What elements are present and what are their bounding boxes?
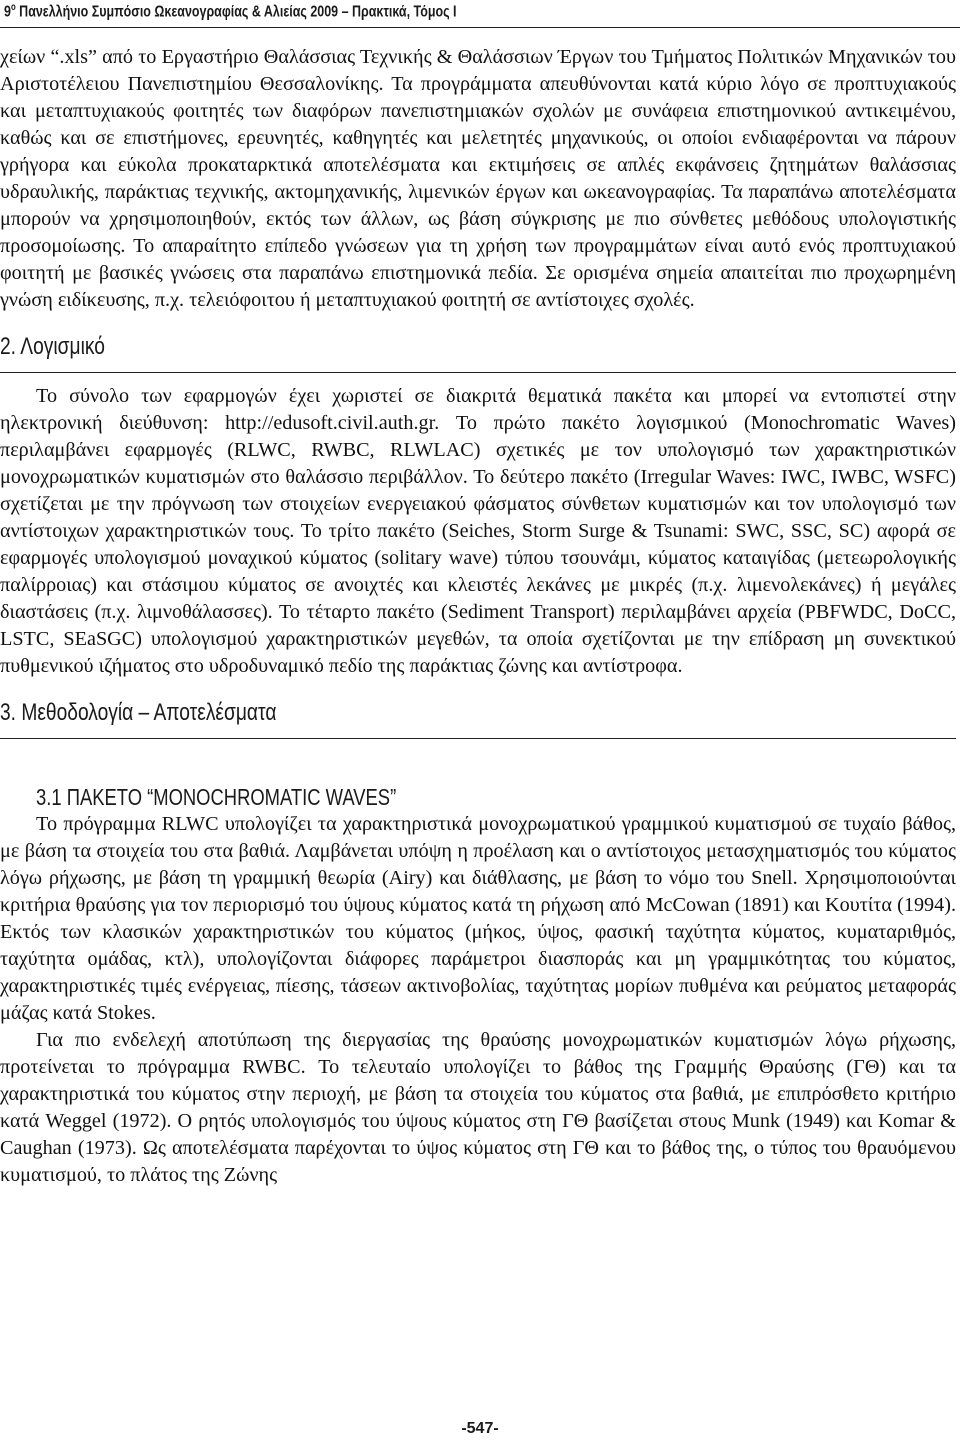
section-3-heading: 3. Μεθοδολογία – Αποτελέσματα: [0, 699, 277, 726]
header-rule: [0, 27, 960, 28]
section-2-rule: [0, 372, 956, 373]
section-3-1-paragraph-2: Για πιο ενδελεχή αποτύπωση της διεργασίας της θραύσης μονοχρωματικών κυματισμών λόγω ρήχωσης, προτείνεται το πρόγραμμα RWBC. Το τελευταίο υπολογίζει το βάθος της Γραμμής Θραύσης (ΓΘ) και τα χαρακτηριστικά του κύματος στην περιοχή, με βάση τα στοιχεία του κύματος στα βαθιά, με επιπρόσθετο κριτήριο κατά Weggel (1972). Ο ρητός υπολογισμός του ύψους κύματος στη ΓΘ βασίζεται στους Munk (1949) και Komar & Caughan (1973). Ως αποτελέσματα παρέχονται το ύψος κύματος στη ΓΘ και το βάθος της, ο τύπος του θραυόμενου κυματισμού, το πλάτος της Ζώνης: [0, 1029, 956, 1186]
page-number: -547-: [461, 1420, 499, 1437]
section-3-1-heading: 3.1 ΠΑΚΕΤΟ “MONOCHROMATIC WAVES”: [36, 784, 397, 810]
section-2-heading: 2. Λογισμικό: [0, 333, 105, 360]
header-title: Πανελλήνιο Συμπόσιο Ωκεανογραφίας & Αλιείας 2009 – Πρακτικά, Τόμος I: [15, 3, 457, 21]
header-ordinal: 9: [4, 3, 11, 21]
section-3-rule: [0, 738, 956, 739]
running-header: [4, 2, 457, 21]
intro-paragraph: χείων “.xls” από το Εργαστήριο Θαλάσσιας Τεχνικής & Θαλάσσιων Έργων του Τμήματος Πολιτικών Μηχανικών του Αριστοτέλειου Πανεπιστημίου Θεσσαλονίκης. Τα προγράμματα απευθύνονται κατά κύριο λόγο σε προπτυχιακούς και μεταπτυχιακούς φοιτητές των διαφόρων πανεπιστημιακών σχολών με συνάφεια επιστημονικού αντικειμένου, καθώς και σε επιστήμονες, ερευνητές, καθηγητές και μελετητές μηχανικούς, οι οποίοι ενδιαφέρονται να πάρουν γρήγορα και εύκολα προκαταρκτικά αποτελέσματα και εκτιμήσεις σε απλές εκφάνσεις ζητημάτων θαλάσσιας υδραυλικής, παράκτιας τεχνικής, ακτομηχανικής, λιμενικών έργων και ωκεανογραφίας. Τα παραπάνω αποτελέσματα μπορούν να χρησιμοποιηθούν, εκτός των άλλων, ως βάση σύγκρισης με πιο σύνθετες μεθόδους υπολογιστικής προσομοίωσης. Το απαραίτητο επίπεδο γνώσεων για τη χρήση των προγραμμάτων είναι αυτό ενός προπτυχιακού φοιτητή με βασικές γνώσεις στα παραπάνω επιστημονικά πεδία. Σε ορισμένα σημεία απαιτείται πιο προχωρημένη γνώση ειδίκευσης, π.χ. τελειόφοιτου ή μεταπτυχιακού φοιτητή σε αντίστοιχες σχολές.: [0, 46, 956, 311]
header-ordinal-suffix: ο: [10, 2, 16, 13]
main-content: [0, 44, 956, 1189]
section-2-paragraph: Το σύνολο των εφαρμογών έχει χωριστεί σε διακριτά θεματικά πακέτα και μπορεί να εντοπιστεί στην ηλεκτρονική διεύθυνση: http://edusoft.civil.auth.gr. Το πρώτο πακέτο λογισμικού (Monochromatic Waves) περιλαμβάνει εφαρμογές (RLWC, RWBC, RLWLAC) σχετικές με τον υπολογισμό των χαρακτηριστικών μονοχρωματικών κυματισμών στο θαλάσσιο περιβάλλον. Το δεύτερο πακέτο (Irregular Waves: IWC, IWBC, WSFC) σχετίζεται με την πρόγνωση των στοιχείων ενεργειακού φάσματος σύνθετων κυματισμών και τον υπολογισμό των αντίστοιχων χαρακτηριστικών τους. Το τρίτο πακέτο (Seiches, Storm Surge & Tsunami: SWC, SSC, SC) αφορά σε εφαρμογές υπολογισμού μοναχικού κύματος (solitary wave) τύπου τσουνάμι, κύματος καταιγίδας (μετεωρολογικής παλίρροιας) και στάσιμου κύματος σε ανοιχτές και κλειστές λεκάνες με μικρές (π.χ. λιμενολεκάνες) ή μεγάλες διαστάσεις (π.χ. λιμνοθάλασσες). Το τέταρτο πακέτο (Sediment Transport) περιλαμβάνει αρχεία (PBFWDC, DoCC, LSTC, SEaSGC) υπολογισμού χαρακτηριστικών μεγεθών, τα οποία σχετίζονται με την επίδραση μη συνεκτικού πυθμενικού ιζήματος στο υδροδυναμικό πεδίο της παράκτιας ζώνης και αντίστροφα.: [0, 385, 956, 677]
section-3-1-paragraph-1: Το πρόγραμμα RLWC υπολογίζει τα χαρακτηριστικά μονοχρωματικού γραμμικού κυματισμού σε τυχαίο βάθος, με βάση τα στοιχεία του στα βαθιά. Λαμβάνεται υπόψη η προέλαση και ο αντίστοιχος μετασχηματισμός του κύματος λόγω ρήχωσης, με βάση τη γραμμική θεωρία (Airy) και διάθλασης, με βάση το νόμο του Snell. Χρησιμοποιούνται κριτήρια θραύσης για τον περιορισμό του ύψους κύματος κατά τη ρήχωση από McCowan (1891) και Κουτίτα (1994). Εκτός των κλασικών χαρακτηριστικών του κύματος (μήκος, ύψος, φασική ταχύτητα κύματος, κυματαριθμός, ταχύτητα ομάδας, κτλ), υπολογίζονται διάφορες παράμετροι διασποράς και μη γραμμικότητας του κύματος, χαρακτηριστικές τιμές ενέργειας, πίεσης, τάσεων ακτινοβολίας, ταχύτητας μορίων πυθμένα και ρεύματος μεταφοράς μάζας κατά Stokes.: [0, 813, 956, 1024]
